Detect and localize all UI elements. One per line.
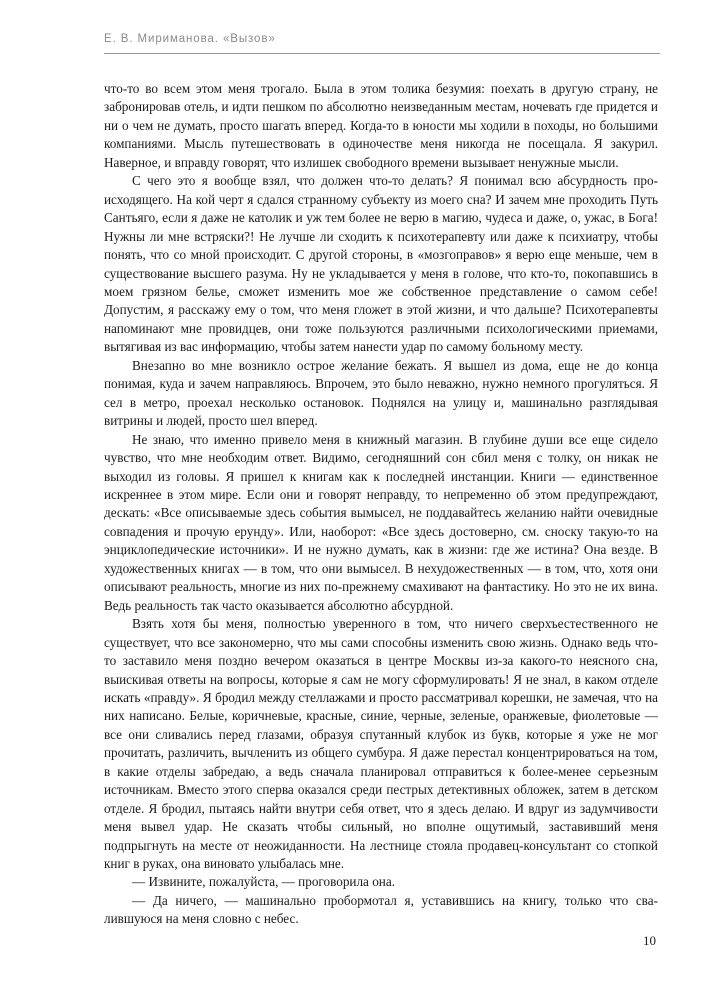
paragraph-1: что-то во всем этом меня трогало. Была в этом толика безумия: поехать в другую страну, не забронировав отель, и идти пешком по абсолютно неизведанным местам, ночевать где придется и ни о чем не думать, просто шагать вперед. Когда-то в юности мы ходили в походы, но большими компаниями. Мысль путешествовать в одиночестве меня никогда не посещала. Я закурил. Наверное, и вправду говорят, что излишек свободного времени вызывает ненужные мысли. (104, 81, 658, 170)
running-head: Е. В. Мириманова. «Вызов» (104, 33, 276, 45)
page-number: 10 (643, 933, 656, 948)
paragraph-4: Не знаю, что именно привело меня в книжный магазин. В глубине души все еще сидело чувство, что мне необходим ответ. Видимо, сегодняшний сон сбил меня с толку, он никак не выходил из головы. Я пришел к книгам как к последней инстанции. Книги — единственное искреннее в этом мире. Если они и говорят неправду, то непременно об этом предупреждают, дескать: «Все описываемые здесь события вымысел, не поддавайтесь желанию найти очевидные совпадения и прочую ерунду». Или, наоборот: «Все здесь достоверно, см. сноску такую-то на энциклопедические источники». И не нужно думать, как в жизни: где же истина? Она везде. В художественных книгах — в том, что они вымысел. В нехудожественных — в том, что, хотя они описывают реальность, многие из них по-прежнему смахивают на фантастику. Но это не их вина. Ведь реальность так часто оказывается абсолютно абсурдной. (104, 431, 658, 613)
body-text (104, 80, 658, 929)
paragraph-5: Взять хотя бы меня, полностью уверенного в том, что ничего сверхъестественного не существует, что все закономерно, что мы сами способны изменить свою жизнь. Однако ведь что-то заставило меня поздно вечером оказаться в центре Москвы из-за какого-то неясного сна, выискивая ответы на вопросы, которые я сам не могу сформулировать! Я не знал, в каком отделе искать «правду». Я бродил между стеллажами и просто рассматривал корешки, не замечая, что на них написано. Белые, коричневые, красные, синие, черные, зеленые, оранжевые, фиолетовые — все они сливались перед глазами, образуя спутанный клубок из букв, которые я уже не мог прочитать, различить, вычленить из общего сумбура. Я даже перестал концентрироваться на том, в какие отделы забредаю, а ведь сначала планировал отправиться к более-менее серьезным источникам. Вместо этого сперва оказался среди пестрых детективных обложек, затем в детском отделе. Я бродил, пытаясь найти внутри себя ответ, что я здесь делаю. И вдруг из задумчивости меня вывел удар. Не сказать чтобы сильный, но вполне ощутимый, заставивший меня подпрыгнуть на месте от неожиданности. На лестнице стояла продавец-консультант со стопкой книг в руках, она виновато улыбалась мне. (104, 616, 658, 872)
header-divider (104, 53, 660, 54)
paragraph-2: С чего это я вообще взял, что должен что-то делать? Я понимал всю абсурдность происходящего. На кой черт я сдался странному субъекту из моего сна? И зачем мне проходить Путь Сантьяго, если я даже не католик и уж тем более не верю в магию, чудеса и даже, о, ужас, в Бога! Нужны ли мне встряски?! Не лучше ли сходить к психотерапевту или даже к психиатру, чтобы понять, что со мной происходит. С другой стороны, в «мозгоправов» я верю еще меньше, чем в существование высшего разума. Ну не укладывается у меня в голове, что кто-то, покопавшись в моем грязном белье, сможет изменить мое же собственное представление о самом себе! Допустим, я расскажу ему о том, что меня гложет в этой жизни, и что дальше? Психотерапевты напоминают мне провидцев, они тоже пользуются различными психологическими приемами, вытягивая из вас информацию, чтобы затем нанести удар по самому больному месту. (104, 173, 658, 355)
dialogue-line-2: — Да ничего, — машинально пробормотал я, уставившись на книгу, только что свалившуюся на меня словно с небес. (104, 892, 658, 927)
paragraph-3: Внезапно во мне возникло острое желание бежать. Я вышел из дома, еще не до конца понимая, куда и зачем направляюсь. Впрочем, это было неважно, нужно немного прогуляться. Я сел в метро, проехал несколько остановок. Поднялся на улицу и, машинально разглядывая витрины и людей, просто шел вперед. (104, 357, 658, 429)
dialogue-line-1: — Извините, пожалуйста, — проговорила она. (132, 874, 396, 890)
